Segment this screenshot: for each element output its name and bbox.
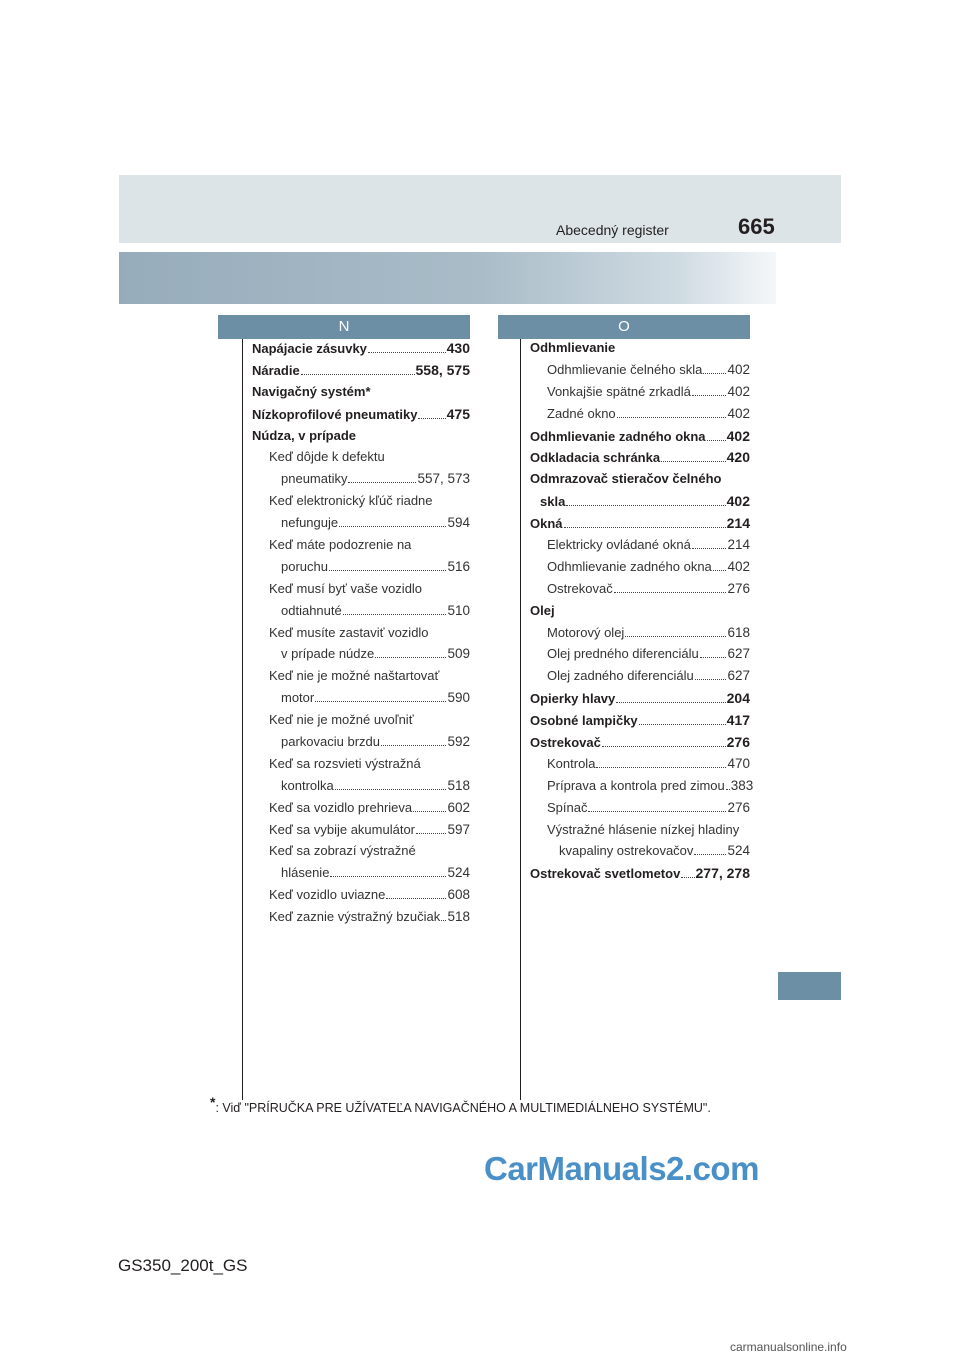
dot-leader — [681, 877, 694, 878]
dot-leader — [695, 679, 727, 680]
index-entry-text: kvapaliny ostrekovačov — [559, 843, 694, 859]
index-entry — [530, 822, 750, 844]
index-entry — [530, 537, 750, 559]
index-entry-page: 214 — [727, 537, 750, 553]
index-entry — [530, 515, 750, 537]
index-entry-page: 402 — [727, 383, 750, 399]
section-header-o: O — [498, 315, 750, 339]
index-entry-page: 417 — [726, 712, 750, 729]
index-entry-text: Keď zaznie výstražný bzučiak — [269, 909, 441, 925]
dot-leader — [339, 526, 446, 527]
index-entry — [252, 559, 470, 581]
index-entry — [530, 559, 750, 581]
page-title: Abecedný register — [556, 222, 669, 238]
dot-leader — [348, 482, 416, 483]
index-entry — [530, 843, 750, 865]
index-entry-text: Odhmlievanie čelného skla — [547, 361, 703, 377]
index-entry-page: 402 — [727, 361, 750, 377]
index-entry-page: 557, 573 — [417, 471, 470, 487]
index-entry-page: 470 — [727, 755, 750, 771]
dot-leader — [335, 789, 447, 790]
index-entry-text: Keď elektronický kľúč riadne — [269, 493, 433, 509]
column-divider-left — [242, 315, 243, 1100]
index-entry-page: 627 — [727, 668, 750, 684]
index-entry — [252, 515, 470, 537]
index-entry — [252, 909, 470, 931]
index-entry — [252, 625, 470, 647]
index-entry — [530, 690, 750, 712]
dot-leader — [726, 789, 730, 790]
index-entry-text: Keď sa zobrazí výstražné — [269, 843, 416, 859]
index-entry-text: Vonkajšie spätné zrkadlá — [547, 383, 691, 399]
index-list-o — [530, 340, 754, 887]
index-entry-page: 597 — [447, 821, 470, 837]
index-entry-page: 475 — [446, 405, 470, 422]
index-entry-text: hlásenie — [281, 865, 330, 881]
index-list-n — [252, 340, 470, 931]
dot-leader — [692, 548, 727, 549]
index-entry-text: Ostrekovač svetlometov — [530, 866, 681, 882]
index-entry-text: Olej — [530, 602, 555, 618]
index-entry — [252, 603, 470, 625]
index-entry-page: 402 — [726, 493, 750, 510]
index-entry-text: Odhmlievanie zadného okna — [547, 558, 712, 574]
index-entry — [252, 428, 470, 450]
index-entry-text: Ostrekovač — [547, 580, 613, 596]
dot-leader — [661, 461, 726, 462]
index-entry — [252, 668, 470, 690]
index-entry-text: Olej predného diferenciálu — [547, 646, 699, 662]
index-entry — [252, 537, 470, 559]
index-entry-page: 276 — [726, 734, 750, 751]
dot-leader — [616, 702, 725, 703]
index-entry-page: 518 — [447, 909, 470, 925]
index-entry-text: Núdza, v prípade — [252, 427, 357, 443]
dot-leader — [413, 811, 446, 812]
index-entry — [530, 734, 750, 756]
index-entry-text: motor — [281, 690, 315, 706]
header-band — [119, 175, 841, 243]
index-entry — [252, 646, 470, 668]
index-entry-page: 276 — [727, 799, 750, 815]
dot-leader — [564, 527, 726, 528]
index-entry-text: Keď sa rozsvieti výstražná — [269, 755, 421, 771]
index-entry — [252, 734, 470, 756]
index-entry — [530, 384, 750, 406]
dot-leader — [343, 614, 447, 615]
index-entry-text: Elektricky ovládané okná — [547, 537, 691, 553]
index-entry-text: Príprava a kontrola pred zimou — [547, 777, 725, 793]
dot-leader — [703, 373, 726, 374]
index-entry-text: Výstražné hlásenie nízkej hladiny — [547, 821, 740, 837]
index-entry-page: 618 — [727, 624, 750, 640]
index-entry-page: 602 — [447, 799, 470, 815]
decorative-gradient-band — [119, 252, 776, 304]
index-entry — [530, 712, 750, 734]
index-entry-page: 430 — [446, 340, 470, 356]
index-entry — [530, 625, 750, 647]
watermark-logo: CarManuals2.com — [484, 1150, 759, 1187]
index-entry-text: Olej zadného diferenciálu — [547, 668, 694, 684]
index-entry — [530, 493, 750, 515]
dot-leader — [381, 745, 446, 746]
index-entry — [252, 471, 470, 493]
dot-leader — [566, 505, 725, 506]
index-entry — [530, 340, 750, 362]
index-entry — [530, 756, 750, 778]
index-entry — [530, 362, 750, 384]
index-entry-text: parkovaciu brzdu — [281, 734, 380, 750]
index-entry — [252, 581, 470, 603]
index-entry-page: 402 — [727, 405, 750, 421]
page-number: 665 — [738, 214, 775, 239]
index-entry-text: pneumatiky — [281, 471, 348, 487]
dot-leader — [707, 440, 726, 441]
index-entry-page: 558, 575 — [415, 361, 470, 378]
index-entry-text: Odhmlievanie — [530, 340, 616, 355]
index-entry — [252, 800, 470, 822]
index-entry — [530, 668, 750, 690]
index-entry — [252, 449, 470, 471]
index-entry-text: skla — [540, 494, 566, 510]
index-entry-text: Keď dôjde k defektu — [269, 449, 385, 465]
index-entry-text: Keď sa vybije akumulátor — [269, 821, 416, 837]
footer-site: carmanualsonline.info — [730, 1340, 847, 1354]
index-entry — [530, 603, 750, 625]
footnote-marker: * — [210, 1094, 216, 1110]
index-entry — [252, 406, 470, 428]
index-entry-text: Napájacie zásuvky — [252, 341, 367, 356]
index-entry-page: 510 — [447, 602, 470, 618]
index-entry-text: Kontrola — [547, 755, 596, 771]
index-entry-text: Keď musíte zastaviť vozidlo — [269, 624, 429, 640]
index-entry — [530, 449, 750, 471]
dot-leader — [713, 570, 727, 571]
index-entry-text: v prípade núdze — [281, 646, 375, 662]
index-entry — [252, 384, 470, 406]
index-entry — [530, 406, 750, 428]
index-entry-page: 402 — [727, 558, 750, 574]
index-entry-page: 524 — [447, 865, 470, 881]
index-entry-page: 518 — [447, 777, 470, 793]
index-entry-page: 608 — [447, 887, 470, 903]
index-entry-text: Nízkoprofilové pneumatiky — [252, 406, 418, 422]
dot-leader — [588, 811, 726, 812]
model-code: GS350_200t_GS — [118, 1256, 248, 1275]
dot-leader — [614, 592, 727, 593]
index-entry-text: Náradie — [252, 362, 300, 378]
index-entry-text: poruchu — [281, 558, 328, 574]
index-entry-text: Ostrekovač — [530, 735, 601, 751]
index-entry-text: nefunguje — [281, 515, 339, 531]
footnote-text: : Viď "PRÍRUČKA PRE UŽÍVATEĽA NAVIGAČNÉHO A MULTIMEDIÁLNEHO SYSTÉMU". — [215, 1101, 711, 1116]
index-entry — [530, 428, 750, 450]
index-entry-text: Spínač — [547, 799, 588, 815]
index-entry-text: Navigačný systém* — [252, 383, 371, 399]
dot-leader — [639, 724, 726, 725]
index-entry — [252, 756, 470, 778]
dot-leader — [700, 657, 727, 658]
index-entry — [530, 581, 750, 603]
dot-leader — [441, 920, 446, 921]
dot-leader — [416, 833, 446, 834]
index-entry-page: 276 — [727, 580, 750, 596]
footnote — [210, 1094, 711, 1115]
index-entry — [252, 493, 470, 515]
dot-leader — [375, 657, 446, 658]
dot-leader — [625, 636, 726, 637]
index-entry — [252, 865, 470, 887]
chapter-side-tab — [778, 972, 841, 1000]
index-entry — [252, 690, 470, 712]
dot-leader — [617, 417, 727, 418]
index-entry — [530, 646, 750, 668]
index-entry-text: Keď vozidlo uviazne — [269, 887, 386, 903]
index-entry-text: Motorový olej — [547, 624, 625, 640]
dot-leader — [368, 352, 446, 353]
index-entry — [252, 887, 470, 909]
index-entry-page: 383 — [730, 777, 754, 793]
index-entry-page: 420 — [726, 449, 750, 466]
dot-leader — [330, 876, 446, 877]
index-entry — [252, 822, 470, 844]
index-entry-text: Okná — [530, 516, 563, 532]
dot-leader — [386, 898, 446, 899]
dot-leader — [596, 767, 726, 768]
index-entry — [252, 843, 470, 865]
index-entry-text: Odhmlievanie zadného okna — [530, 428, 706, 444]
index-entry-page: 594 — [447, 515, 470, 531]
dot-leader — [329, 570, 446, 571]
index-entry-text: Opierky hlavy — [530, 691, 616, 707]
index-entry-text: Keď sa vozidlo prehrieva — [269, 799, 413, 815]
index-entry — [530, 800, 750, 822]
dot-leader — [692, 395, 727, 396]
index-entry-text: kontrolka — [281, 777, 334, 793]
index-entry — [530, 777, 754, 800]
index-entry-page: 277, 278 — [695, 865, 750, 882]
index-entry-page: 590 — [447, 690, 470, 706]
index-entry — [530, 865, 750, 887]
index-entry-text: Osobné lampičky — [530, 713, 638, 729]
index-entry — [252, 778, 470, 800]
index-entry-page: 509 — [447, 646, 470, 662]
index-entry-page: 524 — [727, 843, 750, 859]
index-entry-text: Keď musí byť vaše vozidlo — [269, 580, 423, 596]
column-divider-right — [520, 315, 521, 1100]
index-entry-page: 402 — [726, 427, 750, 444]
index-entry — [252, 362, 470, 384]
index-entry-text: Zadné okno — [547, 405, 616, 421]
index-entry — [252, 340, 470, 362]
index-entry-page: 516 — [447, 558, 470, 574]
index-entry-text: Keď máte podozrenie na — [269, 537, 412, 553]
index-entry-page: 204 — [726, 690, 750, 707]
dot-leader — [602, 746, 726, 747]
dot-leader — [418, 418, 445, 419]
section-header-n: N — [218, 315, 470, 339]
index-entry-text: Keď nie je možné naštartovať — [269, 668, 440, 684]
index-entry-page: 627 — [727, 646, 750, 662]
dot-leader — [301, 374, 415, 375]
index-entry-page: 214 — [726, 515, 750, 532]
index-entry — [530, 471, 750, 493]
dot-leader — [694, 854, 726, 855]
index-entry-text: Odkladacia schránka — [530, 450, 661, 466]
index-entry-page: 592 — [447, 734, 470, 750]
index-entry-text: Odmrazovač stieračov čelného — [530, 471, 722, 487]
index-entry-text: odtiahnuté — [281, 602, 342, 618]
dot-leader — [315, 701, 446, 702]
index-entry-text: Keď nie je možné uvoľniť — [269, 712, 414, 728]
index-entry — [252, 712, 470, 734]
